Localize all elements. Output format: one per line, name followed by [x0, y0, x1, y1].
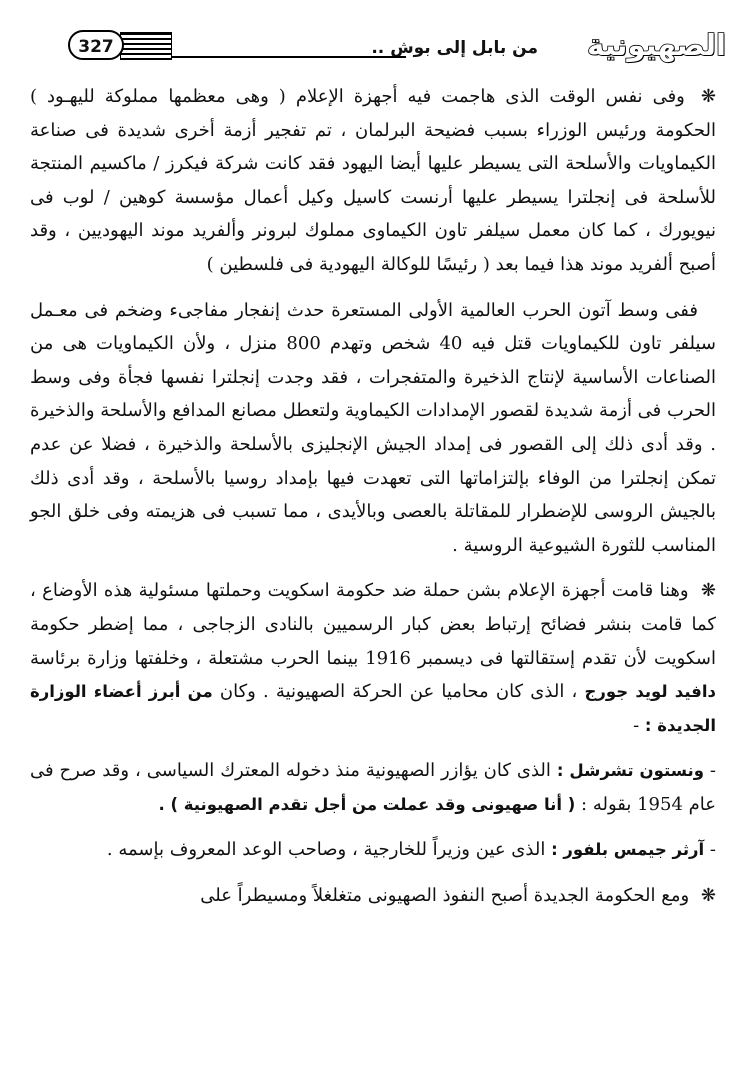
paragraph-2-text: ففى وسط آتون الحرب العالمية الأولى المستعرة حدث إنفجار مفاجىء وضخم فى معـمل سيلفر تاون للكيماويات قتل فيه 40 شخص وتهدم 800 منزل ، ولأن الكيماويات هى من الصناعات الأساسية لإنتاج الذخيرة والمتفجرات ، فقد وجدت إنجلترا نفسها فجأة وفى وسط الحرب فى أزمة شديدة لقصور الإمدادات الكيماوية ولتعطل مصانع المدافع والأسلحة والذخيرة . وقد أدى ذلك إلى القصور فى إمداد الجيش الإنجليزى بالأسلحة والذخيرة ، فضلا عن عدم تمكن إنجلترا من الوفاء بإلتزاماتها التى تعهدت فيها بإمداد روسيا بالأسلحة ، وقد أدى ذلك بالجيش الروسى للإضطرار للمقاتلة بالعصى وبالأيدى ، مما تسبب فى هزيمته وفى خلق الجو المناسب للثورة الشيوعية الروسية . — [30, 299, 716, 556]
header-rule — [170, 56, 406, 58]
paragraph-1-text: وفى نفس الوقت الذى هاجمت فيه أجهزة الإعلام ( وهى معظمها مملوكة لليهـود ) الحكومة ورئيس الوزراء بسبب فضيحة البرلمان ، تم تفجير أزمة أخرى شديدة فى صناعة الكيماويات والأسلحة التى يسيطر عليها أيضا اليهود فقد كانت شركة فيكرز / ماكسيم المنتجة للأسلحة فى إنجلترا يسيطر عليها أرنست كاسيل وكيل أعمال مؤسسة كوهين / لوب فى نيويورك ، كما كان معمل سيلفر تاون الكيماوى مملوك لبرونر وألفريد موند اليهوديين ، وقد أصبح ألفريد موند هذا فيما بعد ( رئيسًا للوكالة اليهودية فى فلسطين ) — [30, 86, 716, 275]
list-item-balfour-text: الذى عين وزيراً للخارجية ، وصاحب الوعد المعروف بإسمه . — [106, 839, 546, 861]
paragraph-4-text: ومع الحكومة الجديدة أصبح النفوذ الصهيونى متغلغلاً ومسيطراً على — [200, 885, 690, 907]
list-dash: - — [709, 839, 716, 861]
asterism-icon: ❋ — [700, 580, 716, 602]
asterism-icon: ❋ — [700, 86, 716, 107]
paragraph-1 — [30, 80, 716, 282]
paragraph-3 — [30, 574, 716, 742]
paragraph-2 — [30, 294, 716, 563]
list-item-churchill-text: الذى كان يؤازر الصهيونية منذ دخوله المعترك السياسى ، وقد صرح فى عام 1954 بقوله : — [30, 760, 716, 815]
paragraph-3-text-b: ، الذى كان محاميا عن الحركة الصهيونية . وكان — [219, 681, 578, 703]
page-number: 327 — [68, 30, 124, 60]
paragraph-4 — [30, 879, 716, 913]
page-number-badge — [68, 28, 176, 64]
bold-ministry-heading: من أبرز أعضاء الوزارة الجديدة : — [30, 682, 716, 735]
bold-name-balfour: آرثر جيمس بلفور : — [551, 840, 705, 860]
book-subtitle: .. من بابل إلى بوش — [371, 38, 538, 58]
page-body — [30, 80, 716, 925]
asterism-icon: ❋ — [700, 885, 716, 907]
list-item-balfour — [30, 833, 716, 867]
bold-churchill-quote: ( أنا صهيونى وقد عملت من أجل تقدم الصهيونية ) . — [158, 794, 576, 814]
flag-icon — [120, 32, 172, 60]
bold-name-churchill: ونستون تشرشل : — [556, 761, 704, 781]
book-title: الصهيونية — [587, 28, 726, 62]
list-dash: - — [709, 760, 716, 782]
paragraph-3-text-c: - — [633, 714, 640, 736]
bold-name-lloyd-george: دافيد لويد جورج — [584, 682, 716, 702]
list-item-churchill — [30, 754, 716, 821]
page-header — [0, 22, 746, 74]
paragraph-3-text-a: وهنا قامت أجهزة الإعلام بشن حملة ضد حكومة اسكويت وحملتها مسئولية هذه الأوضاع ، كما قامت بنشر فضائح إرتباط بعض كبار الرسميين بالنادى الزجاجى ، مما إضطر حكومة اسكويت لأن تقدم إستقالتها فى ديسمبر 1916 بينما الحرب مشتعلة ، وخلفتها وزارة برئاسة — [30, 580, 716, 669]
